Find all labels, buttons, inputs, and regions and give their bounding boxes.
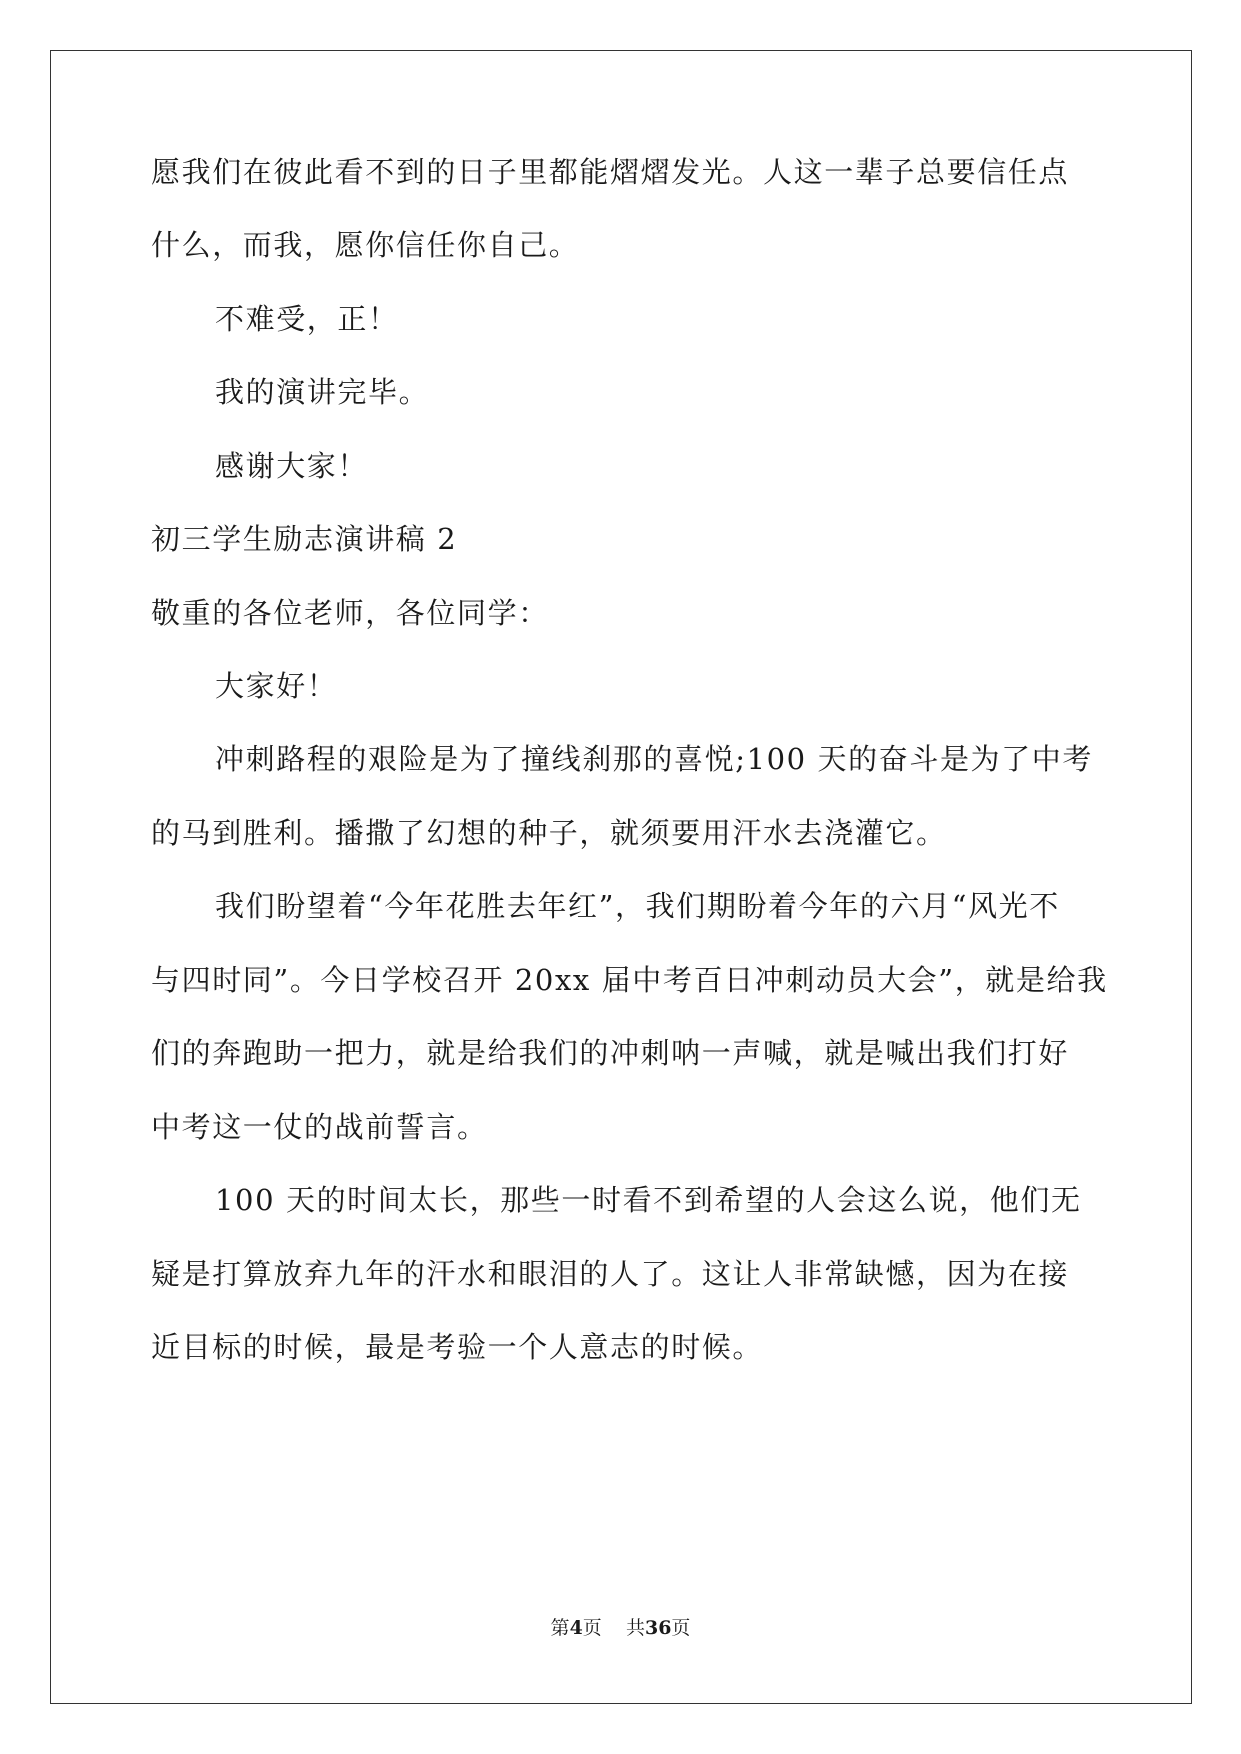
body-line: 不难受，正！ — [215, 302, 399, 336]
body-line: 与四时同”。今日学校召开 20xx 届中考百日冲刺动员大会”，就是给我 — [151, 963, 1108, 997]
body-line: 我的演讲完毕。 — [215, 375, 430, 409]
body-line: 100 天的时间太长，那些一时看不到希望的人会这么说，他们无 — [215, 1183, 1082, 1217]
body-line: 中考这一仗的战前誓言。 — [151, 1110, 488, 1144]
footer-suffix: 页 — [671, 1617, 691, 1639]
section-heading: 初三学生励志演讲稿 2 — [151, 522, 458, 556]
body-line: 疑是打算放弃九年的汗水和眼泪的人了。这让人非常缺憾，因为在接 — [151, 1257, 1070, 1291]
page-footer — [0, 1616, 1241, 1640]
body-line: 的马到胜利。播撒了幻想的种子，就须要用汗水去浇灌它。 — [151, 816, 947, 850]
body-line: 我们盼望着“今年花胜去年红”，我们期盼着今年的六月“风光不 — [215, 889, 1060, 923]
greeting: 大家好！ — [215, 669, 338, 703]
current-page-number: 4 — [569, 1617, 583, 1639]
total-pages-number: 36 — [644, 1617, 672, 1639]
footer-middle: 页 共 — [582, 1617, 645, 1639]
salutation: 敬重的各位老师，各位同学： — [151, 596, 549, 630]
body-line: 们的奔跑助一把力，就是给我们的冲刺呐一声喊，就是喊出我们打好 — [151, 1036, 1070, 1070]
body-line: 近目标的时候，最是考验一个人意志的时候。 — [151, 1330, 764, 1364]
body-line: 冲刺路程的艰险是为了撞线刹那的喜悦;100 天的奋斗是为了中考 — [215, 742, 1093, 776]
body-line: 什么，而我，愿你信任你自己。 — [151, 228, 580, 262]
body-line: 感谢大家！ — [215, 449, 369, 483]
body-line: 愿我们在彼此看不到的日子里都能熠熠发光。人这一辈子总要信任点 — [151, 155, 1070, 189]
footer-prefix: 第 — [550, 1617, 570, 1639]
